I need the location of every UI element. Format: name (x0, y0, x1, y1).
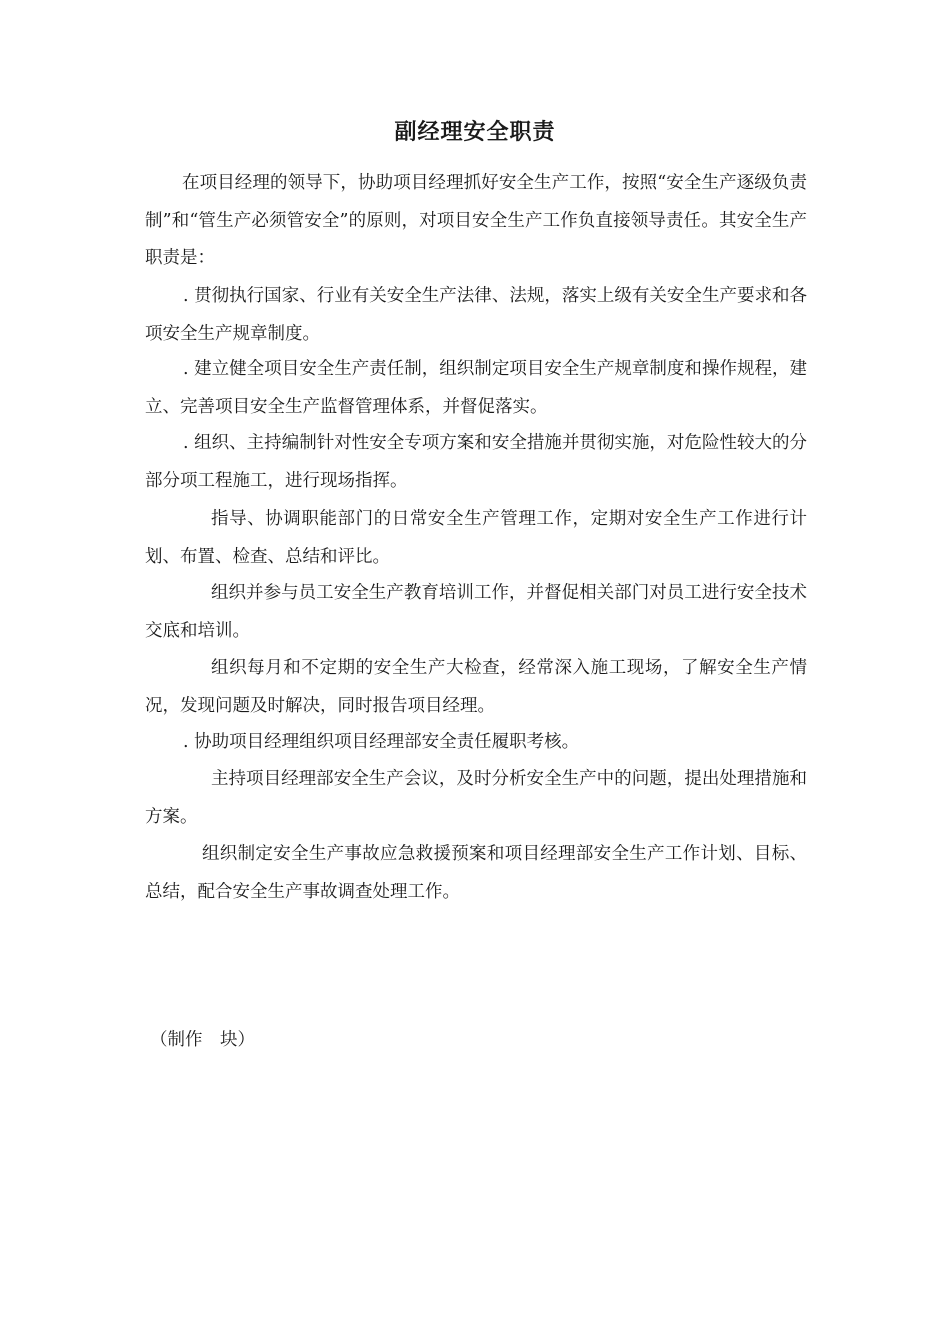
duty-item-4: 指导、协调职能部门的日常安全生产管理工作，定期对安全生产工作进行计划、布置、检查、总结和评比。 (145, 509, 807, 567)
duty-item-5: 组织并参与员工安全生产教育培训工作，并督促相关部门对员工进行安全技术交底和培训。 (145, 583, 807, 641)
duty-item-2: . 建立健全项目安全生产责任制，组织制定项目安全生产规章制度和操作规程，建立、完善项目安全生产监督管理体系，并督促落实。 (145, 359, 807, 417)
duty-item-6: 组织每月和不定期的安全生产大检查，经常深入施工现场，了解安全生产情况，发现问题及时解决，同时报告项目经理。 (145, 658, 807, 716)
intro-paragraph: 在项目经理的领导下，协助项目经理抓好安全生产工作，按照“安全生产逐级负责制”和“管生产必须管安全”的原则，对项目安全生产工作负直接领导责任。其安全生产职责是： (145, 173, 807, 268)
duty-item-9: 组织制定安全生产事故应急救援预案和项目经理部安全生产工作计划、目标、总结，配合安全生产事故调查处理工作。 (145, 844, 807, 902)
duty-item-3: . 组织、主持编制针对性安全专项方案和安全措施并贯彻实施，对危险性较大的分部分项工程施工，进行现场指挥。 (145, 433, 807, 491)
duty-item-8: 主持项目经理部安全生产会议，及时分析安全生产中的问题，提出处理措施和方案。 (145, 769, 807, 827)
document-footer: （制作 块） (150, 1030, 255, 1050)
duty-item-7: . 协助项目经理组织项目经理部安全责任履职考核。 (183, 732, 580, 752)
duty-item-1: . 贯彻执行国家、行业有关安全生产法律、法规，落实上级有关安全生产要求和各项安全生产规章制度。 (145, 286, 807, 344)
document-title: 副经理安全职责 (394, 120, 556, 145)
